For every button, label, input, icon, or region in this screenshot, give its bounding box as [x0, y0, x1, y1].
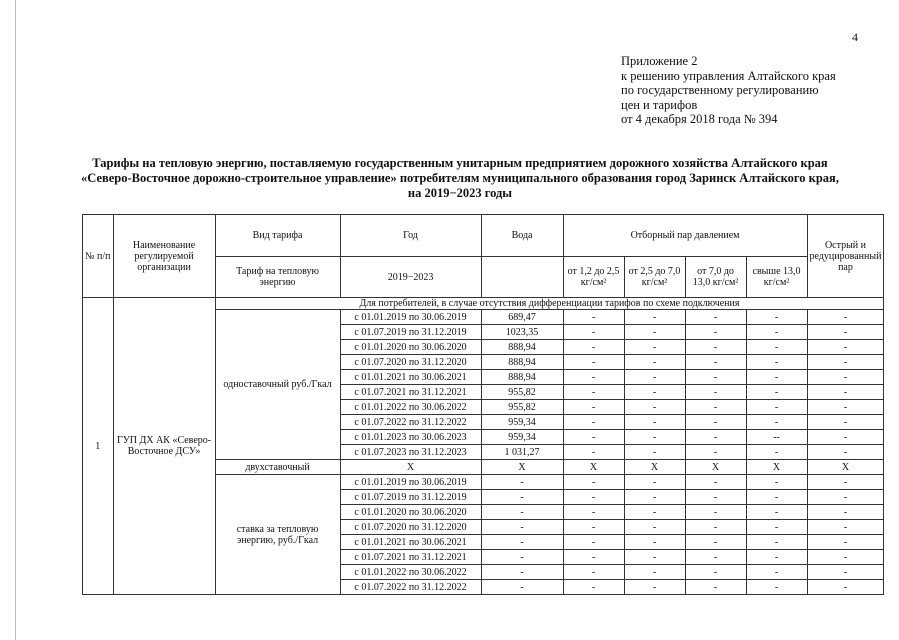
p4-cell: -: [746, 385, 807, 400]
p2-cell: -: [624, 445, 685, 460]
water-cell: -: [481, 535, 563, 550]
water-cell: 888,94: [481, 355, 563, 370]
annex-line: цен и тарифов: [621, 97, 698, 112]
p1-cell: -: [563, 490, 624, 505]
water-cell: 689,47: [481, 310, 563, 325]
p2-cell: -: [624, 505, 685, 520]
p1-cell: -: [563, 415, 624, 430]
header-year: Год: [340, 215, 481, 257]
p2-cell: -: [624, 580, 685, 595]
p4-cell: -: [746, 325, 807, 340]
sharp-cell: -: [807, 325, 884, 340]
p4-cell: -: [746, 565, 807, 580]
title-line: на 2019−2023 годы: [407, 186, 513, 200]
sharp-cell: -: [807, 415, 884, 430]
p3-cell: -: [685, 520, 746, 535]
p4-cell: -: [746, 355, 807, 370]
annex-block: [621, 54, 836, 127]
p2-cell: -: [624, 415, 685, 430]
p2-cell: -: [624, 535, 685, 550]
period-cell: с 01.07.2023 по 31.12.2023: [340, 445, 481, 460]
p2-cell: -: [624, 355, 685, 370]
period-cell: с 01.07.2020 по 31.12.2020: [340, 520, 481, 535]
p3-cell: -: [685, 475, 746, 490]
scan-edge-line: [15, 0, 16, 640]
two-rate-cell: X: [481, 460, 563, 475]
period-cell: с 01.01.2022 по 30.06.2022: [340, 565, 481, 580]
header-pressure-1: от 1,2 до 2,5 кг/см²: [563, 257, 624, 298]
period-cell: с 01.07.2021 по 31.12.2021: [340, 550, 481, 565]
header-sharp-steam: Острый и редуцированный пар: [807, 215, 884, 298]
water-cell: -: [481, 565, 563, 580]
p3-cell: -: [685, 490, 746, 505]
p1-cell: -: [563, 475, 624, 490]
p1-cell: -: [563, 355, 624, 370]
annex-line: по государственному регулированию: [621, 83, 819, 98]
p1-cell: -: [563, 385, 624, 400]
p1-cell: -: [563, 340, 624, 355]
sharp-cell: -: [807, 340, 884, 355]
annex-line: Приложение 2: [621, 54, 698, 68]
p4-cell: -: [746, 490, 807, 505]
two-rate-cell: X: [340, 460, 481, 475]
sharp-cell: -: [807, 355, 884, 370]
p4-cell: -: [746, 580, 807, 595]
p3-cell: -: [685, 445, 746, 460]
header-tariff-type: Вид тарифа: [215, 215, 340, 257]
p4-cell: --: [746, 430, 807, 445]
period-cell: с 01.07.2019 по 31.12.2019: [340, 490, 481, 505]
period-cell: с 01.01.2019 по 30.06.2019: [340, 475, 481, 490]
p3-cell: -: [685, 340, 746, 355]
p1-cell: -: [563, 565, 624, 580]
water-cell: 1 031,27: [481, 445, 563, 460]
sharp-cell: -: [807, 385, 884, 400]
sharp-cell: -: [807, 430, 884, 445]
p1-cell: -: [563, 580, 624, 595]
p1-cell: -: [563, 310, 624, 325]
p3-cell: -: [685, 325, 746, 340]
p4-cell: -: [746, 370, 807, 385]
header-steam: Отборный пар давлением: [563, 215, 807, 257]
sharp-cell: -: [807, 400, 884, 415]
p2-cell: -: [624, 490, 685, 505]
p2-cell: -: [624, 370, 685, 385]
annex-line: от 4 декабря 2018 года № 394: [621, 112, 778, 127]
p3-cell: -: [685, 415, 746, 430]
p4-cell: -: [746, 400, 807, 415]
p1-cell: -: [563, 505, 624, 520]
p1-cell: -: [563, 445, 624, 460]
p2-cell: -: [624, 385, 685, 400]
page-number: 4: [852, 30, 858, 44]
title-line: «Северо-Восточное дорожно-строительное управление» потребителям муниципального образования город Заринск Алтайского края,: [81, 171, 839, 185]
period-cell: с 01.01.2020 по 30.06.2020: [340, 505, 481, 520]
header-org: Наименование регулируемой организации: [113, 215, 215, 298]
water-cell: -: [481, 490, 563, 505]
header-pressure-3: от 7,0 до 13,0 кг/см²: [685, 257, 746, 298]
period-cell: с 01.01.2021 по 30.06.2021: [340, 535, 481, 550]
two-rate-cell: X: [624, 460, 685, 475]
p1-cell: -: [563, 325, 624, 340]
sharp-cell: -: [807, 505, 884, 520]
p1-cell: -: [563, 430, 624, 445]
water-cell: 955,82: [481, 400, 563, 415]
header-pressure-2: от 2,5 до 7,0 кг/см²: [624, 257, 685, 298]
header-water-empty: [481, 257, 563, 298]
sharp-cell: -: [807, 565, 884, 580]
p2-cell: -: [624, 430, 685, 445]
sharp-cell: -: [807, 535, 884, 550]
water-cell: -: [481, 505, 563, 520]
period-cell: с 01.01.2021 по 30.06.2021: [340, 370, 481, 385]
p2-cell: -: [624, 400, 685, 415]
header-period: 2019−2023: [340, 257, 481, 298]
two-rate-label: двухставочный: [215, 460, 340, 475]
organization-name: ГУП ДХ АК «Северо-Восточное ДСУ»: [113, 298, 215, 595]
p2-cell: -: [624, 520, 685, 535]
p2-cell: -: [624, 340, 685, 355]
tariff-table: [82, 214, 884, 595]
sharp-cell: -: [807, 370, 884, 385]
thermal-rate-label: ставка за тепловую энергию, руб./Гкал: [215, 475, 340, 595]
water-cell: -: [481, 550, 563, 565]
p1-cell: -: [563, 370, 624, 385]
sharp-cell: -: [807, 520, 884, 535]
p4-cell: -: [746, 415, 807, 430]
water-cell: 955,82: [481, 385, 563, 400]
water-cell: 959,34: [481, 430, 563, 445]
water-cell: 888,94: [481, 370, 563, 385]
p3-cell: -: [685, 355, 746, 370]
p3-cell: -: [685, 565, 746, 580]
two-rate-cell: X: [685, 460, 746, 475]
p4-cell: -: [746, 310, 807, 325]
period-cell: с 01.07.2021 по 31.12.2021: [340, 385, 481, 400]
p4-cell: -: [746, 505, 807, 520]
p4-cell: -: [746, 550, 807, 565]
p3-cell: -: [685, 385, 746, 400]
period-cell: с 01.07.2020 по 31.12.2020: [340, 355, 481, 370]
p3-cell: -: [685, 550, 746, 565]
header-pressure-4: свыше 13,0 кг/см²: [746, 257, 807, 298]
header-tariff-thermal: Тариф на тепловую энергию: [215, 257, 340, 298]
water-cell: 1023,35: [481, 325, 563, 340]
row-number: 1: [83, 298, 114, 595]
p2-cell: -: [624, 325, 685, 340]
title-line: Тарифы на тепловую энергию, поставляемую государственным унитарным предприятием дорожного хозяйства Алтайского края: [92, 156, 828, 170]
water-cell: -: [481, 475, 563, 490]
p4-cell: -: [746, 535, 807, 550]
period-cell: с 01.01.2023 по 30.06.2023: [340, 430, 481, 445]
two-rate-cell: X: [807, 460, 884, 475]
p1-cell: -: [563, 400, 624, 415]
water-cell: -: [481, 580, 563, 595]
p4-cell: -: [746, 475, 807, 490]
annex-line: к решению управления Алтайского края: [621, 68, 836, 83]
sharp-cell: -: [807, 310, 884, 325]
period-cell: с 01.07.2019 по 31.12.2019: [340, 325, 481, 340]
water-cell: 888,94: [481, 340, 563, 355]
document-title: [60, 156, 860, 201]
sharp-cell: -: [807, 490, 884, 505]
period-cell: с 01.07.2022 по 31.12.2022: [340, 415, 481, 430]
p3-cell: -: [685, 505, 746, 520]
p3-cell: -: [685, 400, 746, 415]
p3-cell: -: [685, 310, 746, 325]
sharp-cell: -: [807, 475, 884, 490]
water-cell: 959,34: [481, 415, 563, 430]
period-cell: с 01.07.2022 по 31.12.2022: [340, 580, 481, 595]
header-water: Вода: [481, 215, 563, 257]
p1-cell: -: [563, 535, 624, 550]
p2-cell: -: [624, 475, 685, 490]
p1-cell: -: [563, 520, 624, 535]
two-rate-cell: X: [746, 460, 807, 475]
p3-cell: -: [685, 580, 746, 595]
p2-cell: -: [624, 565, 685, 580]
p4-cell: -: [746, 340, 807, 355]
p3-cell: -: [685, 370, 746, 385]
p3-cell: -: [685, 535, 746, 550]
p2-cell: -: [624, 550, 685, 565]
single-rate-label: одноставочный руб./Гкал: [215, 310, 340, 460]
p4-cell: -: [746, 445, 807, 460]
sharp-cell: -: [807, 445, 884, 460]
period-cell: с 01.01.2022 по 30.06.2022: [340, 400, 481, 415]
p2-cell: -: [624, 310, 685, 325]
header-num: № п/п: [83, 215, 114, 298]
water-cell: -: [481, 520, 563, 535]
period-cell: с 01.01.2019 по 30.06.2019: [340, 310, 481, 325]
section-row: [83, 298, 884, 310]
table-header-row: [83, 215, 884, 257]
sharp-cell: -: [807, 580, 884, 595]
period-cell: с 01.01.2020 по 30.06.2020: [340, 340, 481, 355]
section-title: Для потребителей, в случае отсутствия дифференциации тарифов по схеме подключения: [215, 298, 884, 310]
p3-cell: -: [685, 430, 746, 445]
p4-cell: -: [746, 520, 807, 535]
p1-cell: -: [563, 550, 624, 565]
two-rate-cell: X: [563, 460, 624, 475]
sharp-cell: -: [807, 550, 884, 565]
